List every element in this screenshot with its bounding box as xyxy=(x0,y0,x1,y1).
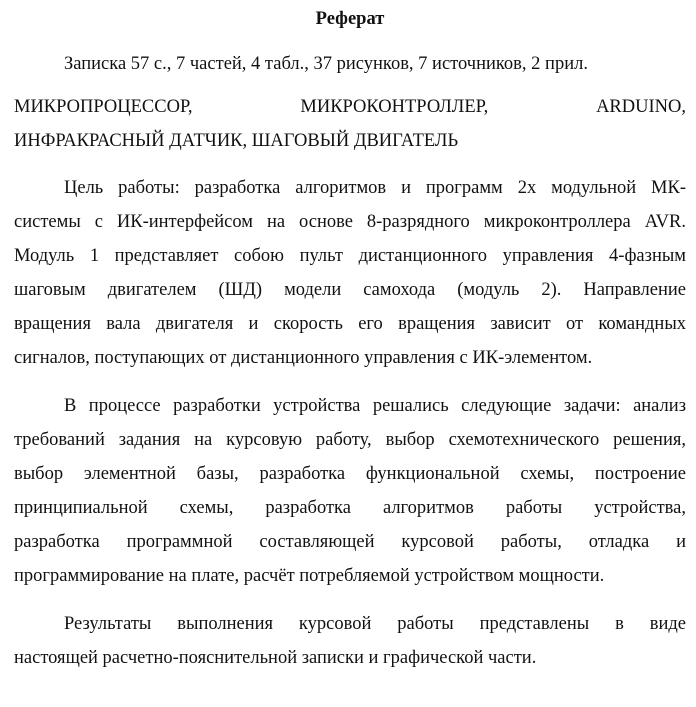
paragraph-purpose xyxy=(14,171,686,375)
text-line: шаговым двигателем (ШД) модели самохода (модуль 2). Направление xyxy=(14,280,686,300)
text-line: системы с ИК-интерфейсом на основе 8-разрядного микроконтроллера AVR. xyxy=(14,212,686,232)
paragraph-tasks xyxy=(14,389,686,593)
text-line: принципиальной схемы, разработка алгоритмов работы устройства, xyxy=(14,498,686,518)
keywords-block xyxy=(14,90,686,158)
text-line: Результаты выполнения курсовой работы представлены в виде xyxy=(64,614,686,634)
text-line: разработка программной составляющей курсовой работы, отладка и xyxy=(14,532,686,552)
text-line: программирование на плате, расчёт потребляемой устройством мощности. xyxy=(14,566,605,586)
text-line: настоящей расчетно-пояснительной записки и графической части. xyxy=(14,648,537,668)
keywords-line: ИНФРАКРАСНЫЙ ДАТЧИК, ШАГОВЫЙ ДВИГАТЕЛЬ xyxy=(14,131,459,151)
text-line: Цель работы: разработка алгоритмов и программ 2х модульной МК- xyxy=(64,178,686,198)
text-line: требований задания на курсовую работу, выбор схемотехнического решения, xyxy=(14,430,686,450)
text-line: В процессе разработки устройства решались следующие задачи: анализ xyxy=(64,396,686,416)
page-title: Реферат xyxy=(315,9,385,29)
text-line: Модуль 1 представляет собою пульт дистанционного управления 4-фазным xyxy=(14,246,686,266)
text-line: выбор элементной базы, разработка функциональной схемы, построение xyxy=(14,464,686,484)
paragraph-results xyxy=(14,607,686,675)
summary-line: Записка 57 с., 7 частей, 4 табл., 37 рисунков, 7 источников, 2 прил. xyxy=(64,54,588,74)
document-page xyxy=(0,7,696,707)
text-line: сигналов, поступающих от дистанционного управления с ИК-элементом. xyxy=(14,348,593,368)
keywords-line: МИКРОПРОЦЕССОР, МИКРОКОНТРОЛЛЕР, ARDUINO, xyxy=(14,97,686,117)
text-line: вращения вала двигателя и скорость его вращения зависит от командных xyxy=(14,314,686,334)
